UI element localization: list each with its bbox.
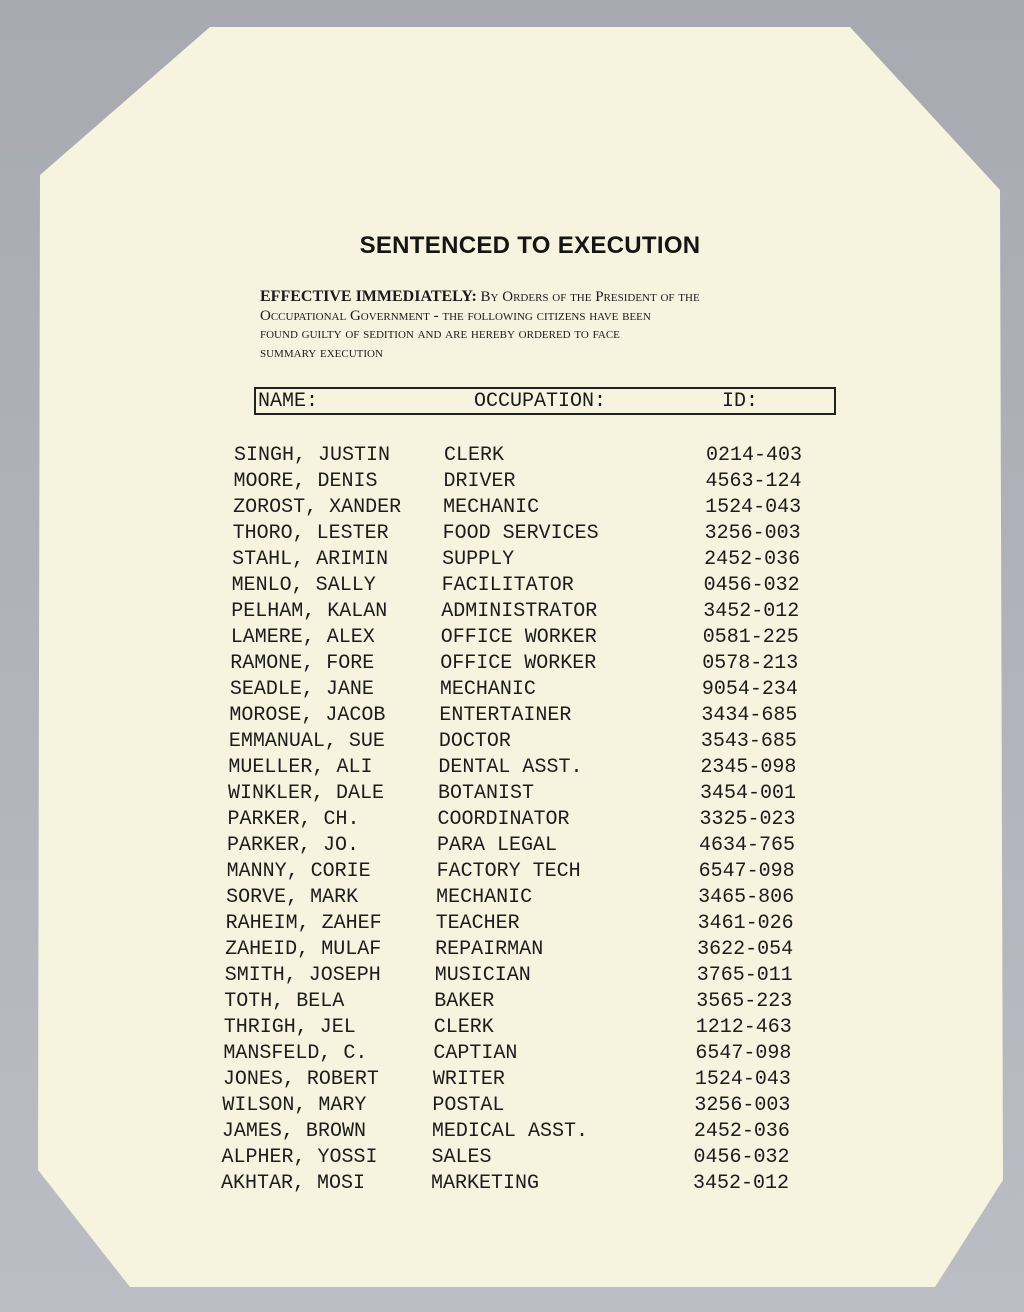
row-occupation: MECHANIC — [443, 496, 540, 519]
row-occupation: ADMINISTRATOR — [441, 600, 598, 623]
row-name: SMITH, JOSEPH — [224, 964, 381, 987]
row-occupation: OFFICE WORKER — [440, 626, 597, 649]
list-row — [221, 1172, 821, 1196]
row-id: 2452-036 — [704, 548, 801, 571]
row-id: 3454-001 — [699, 782, 796, 805]
row-name: JONES, ROBERT — [222, 1068, 379, 1091]
row-occupation: DOCTOR — [438, 730, 511, 753]
row-occupation: WRITER — [432, 1068, 505, 1091]
list-row — [227, 834, 827, 858]
row-id: 3461-026 — [697, 912, 794, 935]
list-row — [224, 990, 824, 1014]
row-name: MANNY, CORIE — [226, 860, 371, 883]
row-id: 2452-036 — [693, 1120, 790, 1143]
list-row — [225, 964, 825, 988]
row-occupation: SALES — [431, 1146, 492, 1169]
row-name: ZAHEID, MULAF — [225, 938, 382, 961]
row-name: AKHTAR, MOSI — [221, 1172, 366, 1195]
row-occupation: MUSICIAN — [434, 964, 531, 987]
row-occupation: DENTAL ASST. — [438, 756, 583, 779]
row-name: THRIGH, JEL — [223, 1016, 356, 1039]
row-name: ALPHER, YOSSI — [221, 1146, 378, 1169]
row-name: WINKLER, DALE — [227, 782, 384, 805]
row-id: 0456-032 — [693, 1146, 790, 1169]
row-id: 3622-054 — [697, 938, 794, 961]
row-id: 3256-003 — [694, 1094, 791, 1117]
list-row — [232, 574, 832, 598]
list-row — [224, 1016, 824, 1040]
intro-line-4: summary execution — [260, 344, 383, 361]
row-occupation: ENTERTAINER — [439, 704, 572, 727]
list-row — [229, 704, 829, 728]
row-id: 0456-032 — [703, 574, 800, 597]
row-name: THORO, LESTER — [232, 522, 389, 545]
row-id: 9054-234 — [701, 678, 798, 701]
document-title: SENTENCED TO EXECUTION — [359, 232, 701, 259]
intro-line-3: found guilty of sedition and are hereby ordered to face — [260, 326, 620, 342]
list-row — [232, 548, 832, 572]
list-row — [233, 522, 833, 546]
row-id: 6547-098 — [695, 1042, 792, 1065]
row-name: SORVE, MARK — [226, 886, 359, 909]
row-name: TOTH, BELA — [224, 990, 345, 1013]
row-name: STAHL, ARIMIN — [232, 548, 389, 571]
row-name: SEADLE, JANE — [229, 678, 374, 701]
row-name: MUELLER, ALI — [228, 756, 373, 779]
row-id: 3765-011 — [696, 964, 793, 987]
list-row — [234, 444, 834, 468]
row-id: 2345-098 — [700, 756, 797, 779]
row-occupation: DRIVER — [443, 470, 516, 493]
list-row — [231, 600, 831, 624]
list-row — [226, 886, 826, 910]
row-name: MANSFELD, C. — [223, 1042, 368, 1065]
list-row — [221, 1146, 821, 1170]
row-name: MOORE, DENIS — [233, 470, 378, 493]
list-row — [223, 1068, 823, 1092]
row-name: WILSON, MARY — [222, 1094, 367, 1117]
list-row — [223, 1042, 823, 1066]
list-row — [228, 782, 828, 806]
row-occupation: PARA LEGAL — [437, 834, 558, 857]
row-name: MOROSE, JACOB — [229, 704, 386, 727]
row-occupation: CAPTIAN — [433, 1042, 518, 1065]
row-occupation: MEDICAL ASST. — [431, 1120, 588, 1143]
row-occupation: REPAIRMAN — [435, 938, 544, 961]
row-name: ZOROST, XANDER — [233, 496, 402, 519]
header-id: ID: — [722, 390, 759, 413]
row-occupation: CLERK — [433, 1016, 494, 1039]
row-name: LAMERE, ALEX — [230, 626, 375, 649]
row-name: RAHEIM, ZAHEF — [225, 912, 382, 935]
row-occupation: TEACHER — [435, 912, 520, 935]
row-id: 3256-003 — [704, 522, 801, 545]
list-row — [230, 678, 830, 702]
row-id: 3434-685 — [701, 704, 798, 727]
list-row — [226, 912, 826, 936]
row-id: 3543-685 — [700, 730, 797, 753]
row-name: PARKER, CH. — [227, 808, 360, 831]
header-occupation: OCCUPATION: — [474, 390, 607, 413]
row-occupation: MARKETING — [431, 1172, 540, 1195]
row-name: MENLO, SALLY — [231, 574, 376, 597]
row-occupation: MECHANIC — [436, 886, 533, 909]
row-occupation: OFFICE WORKER — [440, 652, 597, 675]
row-occupation: CLERK — [444, 444, 505, 467]
row-name: PELHAM, KALAN — [231, 600, 388, 623]
list-row — [225, 938, 825, 962]
list-row — [228, 756, 828, 780]
row-occupation: POSTAL — [432, 1094, 505, 1117]
row-occupation: SUPPLY — [442, 548, 515, 571]
intro-lead: EFFECTIVE IMMEDIATELY: — [260, 288, 477, 305]
list-row — [227, 860, 827, 884]
row-id: 6547-098 — [698, 860, 795, 883]
list-row — [234, 470, 834, 494]
row-occupation: COORDINATOR — [437, 808, 570, 831]
list-row — [229, 730, 829, 754]
row-id: 0214-403 — [706, 444, 803, 467]
row-name: EMMANUAL, SUE — [228, 730, 385, 753]
row-id: 4563-124 — [705, 470, 802, 493]
row-id: 3325-023 — [699, 808, 796, 831]
list-row — [231, 626, 831, 650]
row-occupation: FOOD SERVICES — [442, 522, 599, 545]
list-row — [222, 1094, 822, 1118]
list-row — [230, 652, 830, 676]
row-id: 1524-043 — [705, 496, 802, 519]
row-id: 3452-012 — [703, 600, 800, 623]
row-id: 0578-213 — [702, 652, 799, 675]
list-row — [228, 808, 828, 832]
row-name: PARKER, JO. — [227, 834, 360, 857]
row-occupation: BOTANIST — [437, 782, 534, 805]
intro-line-2: Occupational Government - the following citizens have been — [260, 307, 651, 324]
intro-text-1: By Orders of the President of the — [480, 289, 700, 305]
list-row — [233, 496, 833, 520]
row-id: 3452-012 — [693, 1172, 790, 1195]
row-id: 0581-225 — [702, 626, 799, 649]
row-id: 1212-463 — [695, 1016, 792, 1039]
row-id: 1524-043 — [694, 1068, 791, 1091]
row-name: JAMES, BROWN — [221, 1120, 366, 1143]
list-row — [222, 1120, 822, 1144]
row-id: 3465-806 — [698, 886, 795, 909]
row-id: 3565-223 — [696, 990, 793, 1013]
row-occupation: FACTORY TECH — [436, 860, 581, 883]
row-occupation: MECHANIC — [439, 678, 536, 701]
row-occupation: FACILITATOR — [441, 574, 574, 597]
row-name: SINGH, JUSTIN — [234, 444, 391, 467]
row-name: RAMONE, FORE — [230, 652, 375, 675]
header-name: NAME: — [258, 390, 319, 413]
row-id: 4634-765 — [699, 834, 796, 857]
row-occupation: BAKER — [434, 990, 495, 1013]
